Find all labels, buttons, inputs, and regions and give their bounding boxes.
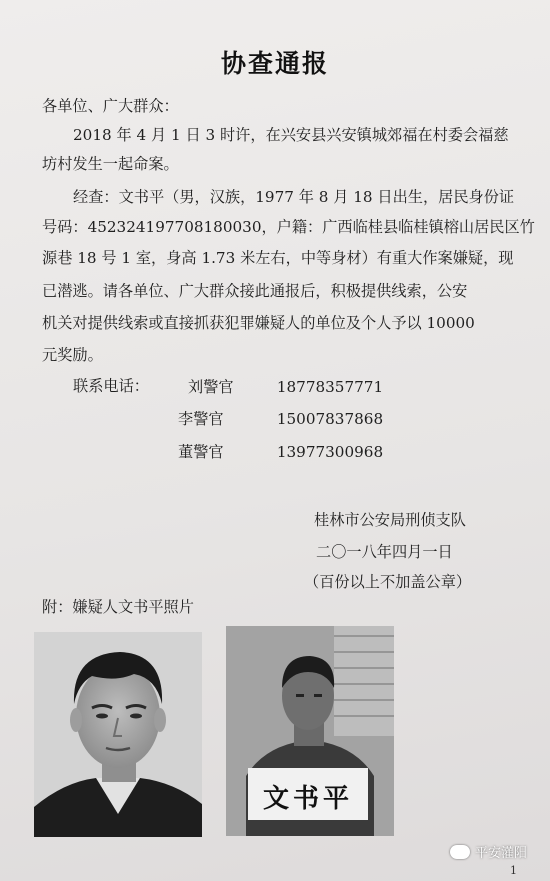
- issuer: 桂林市公安局刑侦支队: [314, 511, 466, 529]
- attachment-label: 附：嫌疑人文书平照片: [42, 598, 194, 616]
- officer-row: [178, 441, 383, 462]
- paragraph2-line1: 经查：文书平（男，汉族，1977 年 8 月 18 日出生，居民身份证: [73, 188, 515, 206]
- account-watermark: [450, 842, 527, 861]
- page-number: 1: [510, 864, 517, 877]
- portrait-image: [34, 632, 202, 837]
- paragraph2-line4: 已潜逃。请各单位、广大群众接此通报后，积极提供线索，公安: [42, 282, 468, 300]
- suspect-booking-photo: [226, 626, 394, 836]
- officer-phone: 13977300968: [276, 443, 384, 461]
- contact-label: 联系电话：: [73, 377, 149, 395]
- suspect-portrait-photo: [34, 632, 202, 837]
- officer-row: [178, 408, 383, 429]
- issue-date: 二〇一八年四月一日: [316, 543, 453, 561]
- paragraph1-line2: 坊村发生一起命案。: [42, 155, 179, 173]
- paragraph1-line1: 2018 年 4 月 1 日 3 时许，在兴安县兴安镇城郊福在村委会福慈: [73, 126, 509, 144]
- name-placard-text: 文书平: [262, 784, 353, 814]
- officer-phone: 15007837868: [276, 410, 384, 428]
- officer-name: 董警官: [178, 443, 224, 461]
- officer-name: 李警官: [178, 410, 224, 428]
- officer-row: [188, 376, 383, 397]
- notice-title: 协查通报: [220, 49, 329, 78]
- paragraph2-line5: 机关对提供线索或直接抓获犯罪嫌疑人的单位及个人予以 10000: [42, 314, 475, 332]
- officer-phone: 18778357771: [276, 378, 384, 396]
- officer-name: 刘警官: [188, 378, 234, 396]
- salutation: 各单位、广大群众：: [42, 97, 179, 115]
- wechat-icon: [450, 845, 470, 859]
- paragraph2-line2: 号码：452324197708180030，户籍：广西临桂县临桂镇榕山居民区竹: [42, 218, 535, 236]
- watermark-text: 平安灌阳: [475, 846, 528, 861]
- paragraph2-line6: 元奖励。: [42, 346, 103, 364]
- seal-note: （百份以上不加盖公章）: [304, 573, 472, 591]
- paragraph2-line3: 源巷 18 号 1 室，身高 1.73 米左右，中等身材）有重大作案嫌疑，现: [42, 249, 514, 267]
